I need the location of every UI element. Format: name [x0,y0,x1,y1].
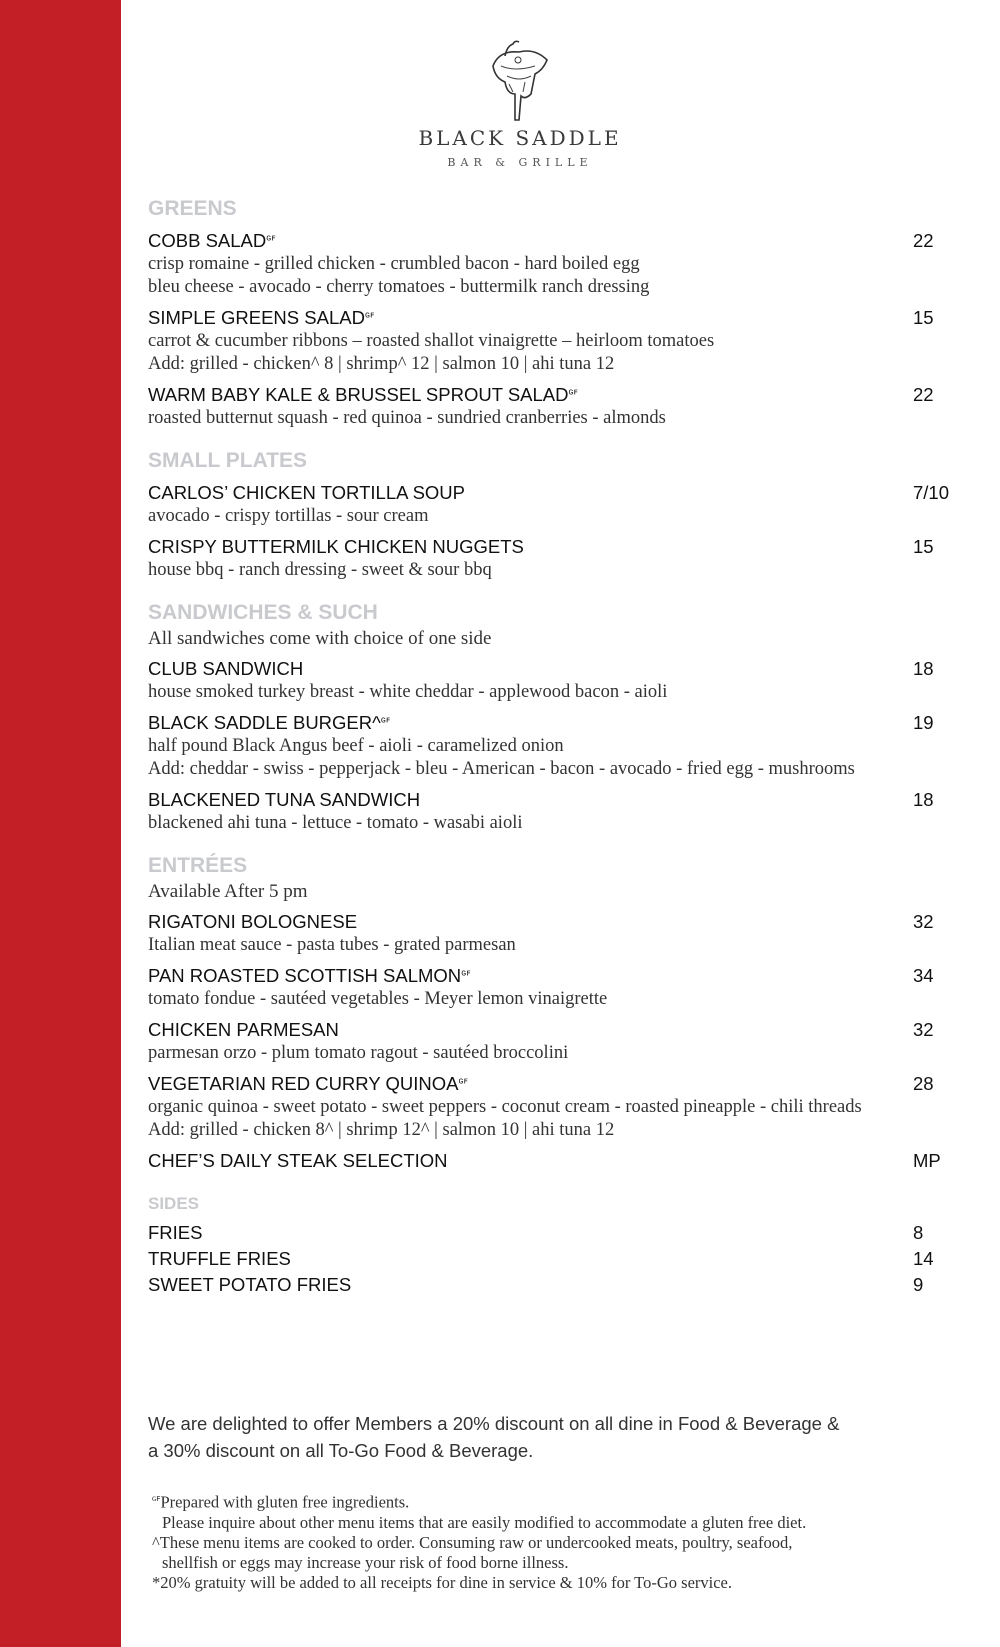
item-price: 18 [913,789,934,810]
item-addons: Add: grilled - chicken^ 8 | shrimp^ 12 | salmon 10 | ahi tuna 12 [148,354,615,374]
item-description: carrot & cucumber ribbons – roasted shallot vinaigrette – heirloom tomatoes [148,331,715,351]
section-title: GREENS [148,197,237,220]
gluten-free-mark: ɢꜰ [364,309,375,320]
gluten-free-mark: ɢꜰ [380,714,391,725]
item-description: half pound Black Angus beef - aioli - caramelized onion [148,736,564,756]
item-price: 32 [913,911,934,932]
item-name: BLACKENED TUNA SANDWICH [148,789,421,810]
item-description: blackened ahi tuna - lettuce - tomato - wasabi aioli [148,813,523,833]
item-name: COBB SALAD [148,230,267,251]
menu-item [148,657,958,704]
brand-subtitle: BAR & GRILLE [447,156,593,169]
saddle-icon [485,36,555,122]
section-note: All sandwiches come with choice of one side [148,628,492,649]
item-name: CHICKEN PARMESAN [148,1019,339,1040]
item-name: CARLOS’ CHICKEN TORTILLA SOUP [148,482,465,503]
footnote-gratuity: *20% gratuity will be added to all receipts for dine in service & 10% for To-Go service. [152,1572,732,1592]
item-name: FRIES [148,1222,203,1243]
section-greens [148,196,958,430]
item-name: SWEET POTATO FRIES [148,1274,352,1295]
item-description: house smoked turkey breast - white cheddar - applewood bacon - aioli [148,682,668,702]
footnote-line: shellfish or eggs may increase your risk of food borne illness. [162,1552,569,1572]
item-price: 32 [913,1019,934,1040]
menu-item [148,1273,958,1295]
item-description: roasted butternut squash - red quinoa - sundried cranberries - almonds [148,408,666,428]
menu-item [148,1149,958,1173]
section-sides [148,1191,958,1295]
menu-item [148,481,958,528]
item-price: 22 [913,230,934,251]
section-small-plates [148,448,958,582]
gluten-free-mark: ɢꜰ [458,1075,468,1086]
item-price: 22 [913,384,934,405]
item-price: 15 [913,536,934,557]
item-description: crisp romaine - grilled chicken - crumbled bacon - hard boiled egg [148,254,640,274]
item-description: tomato fondue - sautéed vegetables - Meyer lemon vinaigrette [148,989,608,1009]
item-name: WARM BABY KALE & BRUSSEL SPROUT SALAD [148,384,569,405]
item-addons: Add: grilled - chicken 8^ | shrimp 12^ | salmon 10 | ahi tuna 12 [148,1120,615,1140]
menu-item [148,711,958,781]
discount-line: We are delighted to offer Members a 20% discount on all dine in Food & Beverage & [148,1413,840,1434]
footnote-cooked-to-order: ^These menu items are cooked to order. Consuming raw or undercooked meats, poultry, seafood, [152,1532,793,1552]
item-addons: Add: cheddar - swiss - pepperjack - bleu - American - bacon - avocado - fried egg - mushrooms [148,759,855,779]
menu-item [148,1247,958,1269]
item-name: CLUB SANDWICH [148,658,304,679]
item-name: TRUFFLE FRIES [148,1248,291,1269]
item-price: 8 [913,1222,924,1243]
item-description: Italian meat sauce - pasta tubes - grated parmesan [148,935,516,955]
footnotes [152,1488,952,1593]
item-price: 14 [913,1248,934,1269]
item-description: house bbq - ranch dressing - sweet & sour bbq [148,560,492,580]
menu-item [148,383,958,430]
section-sandwiches [148,600,958,835]
menu-item [148,964,958,1011]
item-name: CRISPY BUTTERMILK CHICKEN NUGGETS [148,536,524,557]
item-description: bleu cheese - avocado - cherry tomatoes - buttermilk ranch dressing [148,277,650,297]
item-name: CHEF’S DAILY STEAK SELECTION [148,1150,448,1171]
gluten-free-mark: ɢꜰ [266,232,276,243]
discount-line: a 30% discount on all To-Go Food & Beverage. [148,1440,534,1461]
item-description: organic quinoa - sweet potato - sweet peppers - coconut cream - roasted pineapple - chili threads [148,1097,862,1117]
brand-name: BLACK SADDLE [418,126,622,150]
item-price: 28 [913,1073,934,1094]
item-name: SIMPLE GREENS SALAD [148,307,365,328]
section-title: SIDES [148,1194,200,1213]
section-title: ENTRÉES [148,854,248,877]
item-price: 34 [913,965,934,986]
item-description: parmesan orzo - plum tomato ragout - sautéed broccolini [148,1043,569,1063]
footnote-line: Please inquire about other menu items that are easily modified to accommodate a gluten free diet. [162,1512,807,1532]
gluten-free-mark: ɢꜰ [152,1493,161,1503]
section-note: Available After 5 pm [148,881,308,902]
item-price: MP [913,1150,941,1171]
footnote-gluten-free: $^{ɢꜰ}$Prepared with gluten free ingredients. [152,1492,410,1512]
menu-item [148,229,958,299]
menu-item [148,306,958,376]
section-title: SMALL PLATES [148,449,308,472]
menu-item [148,1072,958,1142]
item-price: 7/10 [913,482,950,503]
item-price: 19 [913,712,934,733]
menu-item [148,535,958,582]
item-name: VEGETARIAN RED CURRY QUINOA [148,1073,459,1094]
menu-item [148,910,958,957]
brand-logo [400,36,640,169]
gluten-free-mark: ɢꜰ [461,967,471,978]
section-title: SANDWICHES & SUCH [148,601,378,624]
item-name: RIGATONI BOLOGNESE [148,911,358,932]
item-name: BLACK SADDLE BURGER^ [148,712,381,733]
menu [148,196,958,1313]
item-price: 9 [913,1274,924,1295]
menu-item [148,1018,958,1065]
red-side-bar [0,0,121,1647]
section-entrees [148,853,958,1173]
menu-item [148,1221,958,1243]
item-price: 18 [913,658,934,679]
member-discount [148,1410,918,1464]
item-name: PAN ROASTED SCOTTISH SALMON [148,965,462,986]
item-price: 15 [913,307,934,328]
gluten-free-mark: ɢꜰ [568,386,578,397]
menu-item [148,788,958,835]
item-description: avocado - crispy tortillas - sour cream [148,506,429,526]
